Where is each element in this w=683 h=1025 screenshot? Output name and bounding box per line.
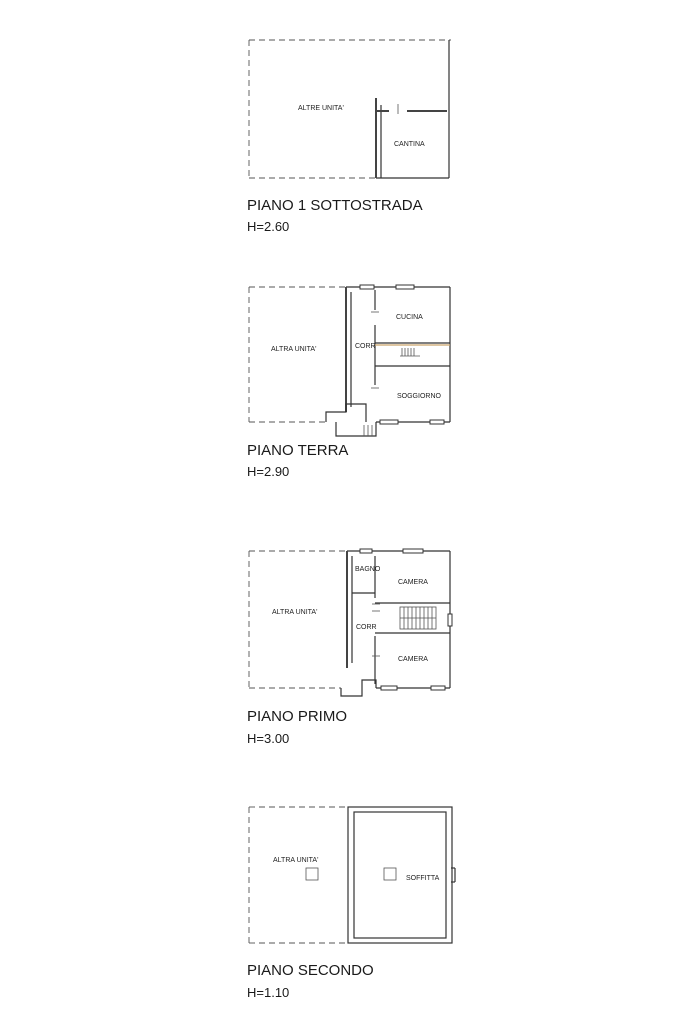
plan-sottostrada	[249, 40, 451, 178]
room-label: CUCINA	[396, 314, 423, 321]
floor-height-sottostrada: H=2.60	[247, 219, 290, 234]
room-label: SOGGIORNO	[397, 393, 441, 400]
room-label: CAMERA	[398, 656, 428, 663]
room-label: CORR	[355, 343, 376, 350]
room-label: CANTINA	[394, 141, 425, 148]
room-label: SOFFITTA	[406, 875, 440, 882]
floor-title-terra: PIANO TERRA	[247, 442, 349, 459]
floor-title-sottostrada: PIANO 1 SOTTOSTRADA	[247, 197, 423, 214]
room-label: ALTRA UNITA'	[272, 609, 318, 616]
floor-height-primo: H=3.00	[247, 731, 290, 746]
plan-terra	[249, 285, 450, 436]
room-label: ALTRA UNITA'	[273, 857, 319, 864]
stair-primo	[400, 607, 436, 629]
stair-terra	[400, 348, 420, 356]
room-label: CORR	[356, 624, 377, 631]
plan-secondo	[249, 807, 455, 943]
floor-title-secondo: PIANO SECONDO	[247, 962, 374, 979]
floor-height-secondo: H=1.10	[247, 985, 290, 1000]
floor-height-terra: H=2.90	[247, 464, 290, 479]
floor-title-primo: PIANO PRIMO	[247, 708, 348, 725]
room-label: ALTRA UNITA'	[271, 346, 317, 353]
room-label: CAMERA	[398, 579, 428, 586]
plan-primo	[249, 549, 452, 696]
room-label: ALTRE UNITA'	[298, 105, 344, 112]
room-label: BAGNO	[355, 566, 381, 573]
